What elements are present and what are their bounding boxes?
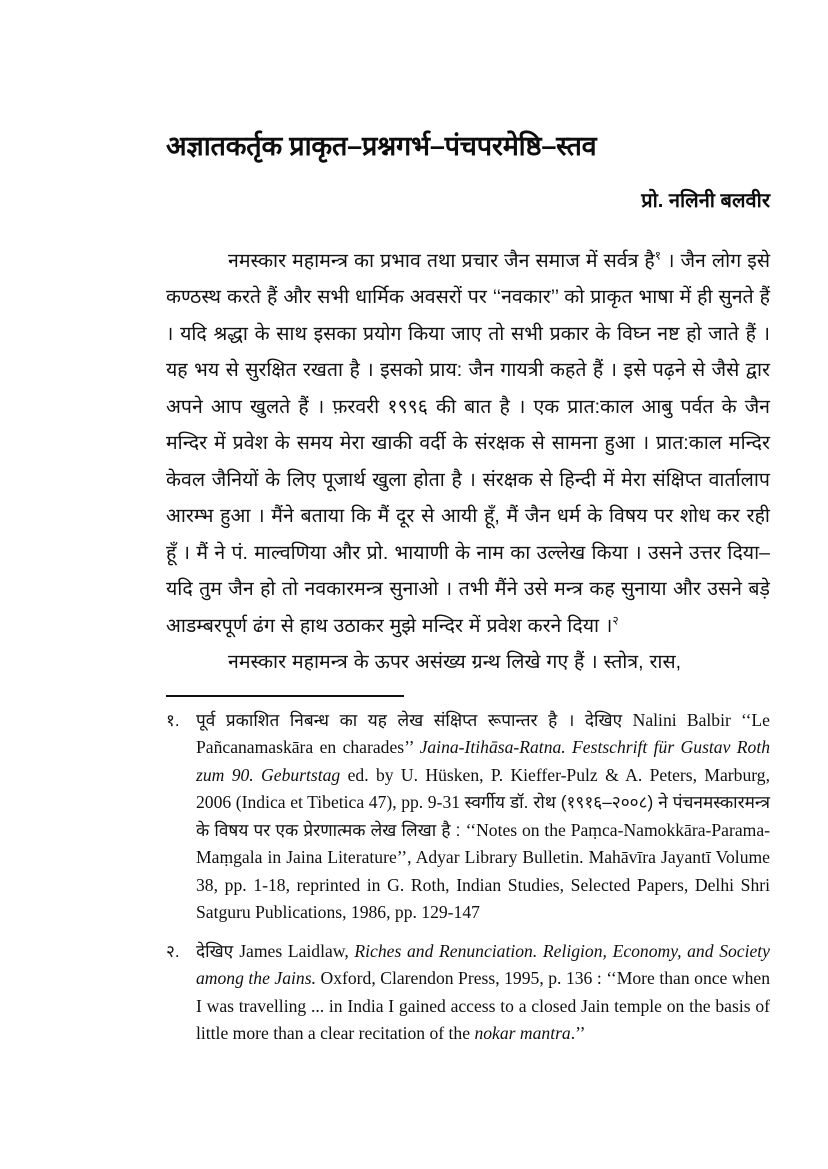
text-run: .’’: [570, 1023, 586, 1044]
footnote-item: [166, 938, 770, 1048]
body-text: [166, 243, 770, 681]
footnote-item: [166, 707, 770, 927]
footnote-separator-rule: [166, 695, 404, 697]
italic-citation-text: Riches and Renunciation. Religion, Economy, and Society among the Jains.: [196, 940, 770, 989]
italic-citation-text: nokar mantra: [474, 1023, 571, 1044]
footnote-text: [196, 707, 770, 927]
footnotes-section: [166, 695, 770, 1048]
devanagari-text: पूर्व प्रकाशित निबन्ध का यह लेख संक्षिप्त रूपान्तर है । देखिए: [196, 709, 633, 730]
text-run: नमस्कार महामन्त्र के ऊपर असंख्य ग्रन्थ लिखे गए हैं । स्तोत्र, रास,: [228, 651, 682, 674]
body-paragraph: [166, 243, 770, 645]
footnote-text: [196, 938, 770, 1048]
page-content: [166, 130, 770, 1059]
body-paragraph: [166, 644, 770, 681]
author-byline: प्रो. नलिनी बलवीर: [641, 189, 770, 212]
devanagari-text: स्वर्गीय डॉ. रोथ (१९१६–२००८) ने पंचनमस्कारमन्त्र के विषय पर एक प्रेरणात्मक लेख लिखा है :: [196, 792, 770, 840]
devanagari-text: देखिए: [196, 940, 240, 961]
text-run: ‘‘Notes on the Paṃca-Namokkāra-Parama-Maṃgala in Jaina Literature’’, Adyar Library Bulletin. Mahāvīra Jayantī Volume 38, pp. 1-18, reprinted in G. Roth, Indian Studies, Selected Papers, Delhi Shri Satguru Publications, 1986, pp. 129-147: [196, 819, 770, 923]
text-run: Oxford, Clarendon Press, 1995, p. 136 : ‘‘More than once when I was travelling ... in India I gained access to a closed Jain temple on the basis of little more than a clear recitation of the: [196, 968, 770, 1044]
text-run: नमस्कार महामन्त्र का प्रभाव तथा प्रचार जैन समाज में सर्वत्र है: [228, 249, 655, 272]
italic-citation-text: Jaina-Itihāsa-Ratna. Festschrift für Gustav Roth zum 90. Geburtstag: [196, 737, 770, 785]
footnote-marker: १.: [166, 710, 180, 730]
footnote-reference[interactable]: १: [654, 248, 662, 263]
footnote-marker: २.: [166, 941, 180, 961]
text-run: । जैन लोग इसे कण्ठस्थ करते हैं और सभी धार्मिक अवसरों पर ‘‘नवकार’’ को प्राकृत भाषा में ही सुनते हैं । यदि श्रद्धा के साथ इसका प्रयोग किया जाए तो सभी प्रकार के विघ्न नष्ट हो जाते हैं । यह भय से सुरक्षित रखता है । इसको प्राय: जैन गायत्री कहते हैं । इसे पढ़ने से जैसे द्वार अपने आप खुलते हैं । फ़रवरी १९९६ की बात है । एक प्रात:काल आबु पर्वत के जैन मन्दिर में प्रवेश के समय मेरा खाकी वर्दी के संरक्षक से सामना हुआ । प्रात:काल मन्दिर केवल जैनियों के लिए पूजार्थ खुला होता है । संरक्षक से हिन्दी में मेरा संक्षिप्त वार्तालाप आरम्भ हुआ । मैंने बताया कि मैं दूर से आयी हूँ, मैं जैन धर्म के विषय पर शोध कर रही हूँ । मैं ने पं. माल्वणिया और प्रो. भायाणी के नाम का उल्लेख किया । उसने उत्तर दिया–यदि तुम जैन हो तो नवकारमन्त्र सुनाओ । तभी मैंने उसे मन्त्र कह सुनाया और उसने बड़े आडम्बरपूर्ण ढंग से हाथ उठाकर मुझे मन्दिर में प्रवेश करने दिया ।: [166, 249, 770, 637]
footnote-reference[interactable]: २: [612, 613, 619, 628]
text-run: Nalini Balbir ‘‘Le Pañcanamaskāra en charades’’: [196, 709, 770, 758]
text-run: ed. by U. Hüsken, P. Kieffer-Pulz & A. Peters, Marburg, 2006 (Indica et Tibetica 47), pp. 9-31: [196, 764, 770, 813]
page-title: अज्ञातकर्तृक प्राकृत–प्रश्नगर्भ–पंचपरमेष्ठि–स्तव: [166, 131, 597, 161]
text-run: James Laidlaw,: [239, 940, 355, 961]
